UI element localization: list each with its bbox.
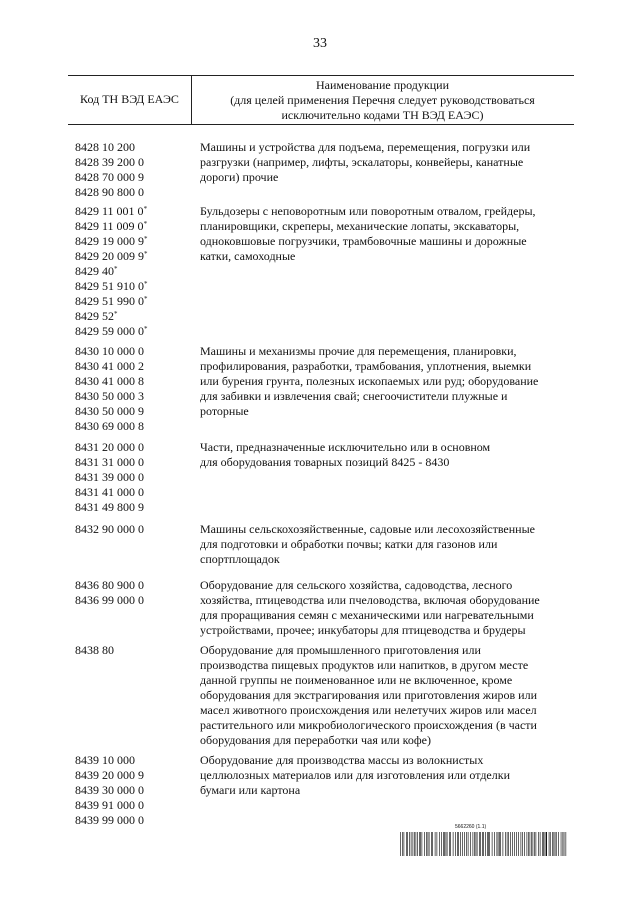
barcode-bar [407,832,408,856]
barcode-bar [435,832,436,856]
code-text: 8430 69 000 8 [75,419,144,433]
code-list [75,344,200,434]
barcode-bar [402,832,403,856]
tn-ved-code [75,455,200,470]
barcode-bar [479,832,480,856]
barcode-bar [462,832,463,856]
barcode-bar [512,832,513,856]
product-description [200,344,580,419]
barcode-bar [400,832,401,856]
description-line: разгрузки (например, лифты, эскалаторы, конвейеры, канатные [200,155,524,169]
description-line: данной группы не поименованное или не включенное, кроме [200,673,513,687]
barcode-bar [446,832,447,856]
barcode-bar [510,832,511,856]
barcode-bar [457,832,458,856]
code-text: 8430 41 000 2 [75,359,144,373]
header-name-line: (для целей применения Перечня следует руководствоваться [230,93,535,107]
tn-ved-code [75,500,200,515]
description-line: или бурения грунта, полезных ископаемых или руд; оборудование [200,374,539,388]
barcode-bar [518,832,519,856]
tn-ved-code [75,359,200,374]
code-text: 8430 10 000 0 [75,344,144,358]
table-header-rule [68,124,574,125]
header-name-line: исключительно кодами ТН ВЭД ЕАЭС) [281,108,484,122]
barcode-label: 5662260 (1.1) [455,824,487,830]
description-line: Оборудование для производства массы из волокнистых [200,753,484,767]
code-text: 8429 52 [75,309,114,323]
barcode-bar [488,832,489,856]
barcode-bar [536,832,537,856]
tn-ved-code [75,234,200,249]
barcode-bar [528,832,529,856]
barcode-bar [450,832,451,856]
code-text: 8431 41 000 0 [75,485,144,499]
code-text: 8429 59 000 0 [75,324,144,338]
code-text: 8439 10 000 [75,753,135,767]
description-line: профилирования, разработки, трамбования, уплотнения, выемки [200,359,532,373]
description-line: Машины сельскохозяйственные, садовые или лесохозяйственные [200,522,535,536]
barcode-bar [437,832,438,856]
barcode-bar [482,832,483,856]
code-text: 8430 50 000 3 [75,389,144,403]
product-description [200,440,580,470]
barcode-bar [521,832,522,856]
barcode-bar [474,832,475,856]
barcode-bar [492,832,493,856]
barcode-bar [514,832,515,856]
table-top-rule [68,75,574,76]
description-line: хозяйства, птицеводства или пчеловодства, включая оборудование [200,593,540,607]
barcode-bar [524,832,525,856]
barcode-bar [497,832,498,856]
tn-ved-code [75,155,200,170]
header-name-line: Наименование продукции [315,78,450,92]
description-line: Оборудование для промышленного приготовления или [200,643,481,657]
code-text: 8432 90 000 0 [75,522,144,536]
footnote-mark: * [143,205,148,213]
barcode-bar [555,832,556,856]
barcode-bar [420,832,421,856]
barcode-bar [531,832,532,856]
tn-ved-code [75,593,200,608]
barcode-bar [426,832,427,856]
barcode-bar [538,832,539,856]
barcode-bar [443,832,444,856]
code-text: 8428 90 800 0 [75,185,144,199]
barcode-bar [542,832,543,856]
product-description [200,643,580,748]
code-text: 8428 39 200 0 [75,155,144,169]
barcode-bar [476,832,477,856]
description-line: устройствами, прочее; инкубаторы для птицеводства и брудеры [200,623,526,637]
tn-ved-code [75,344,200,359]
description-line: для проращивания семян с механическими или нагревательными [200,608,534,622]
description-line: Машины и устройства для подъема, перемещения, погрузки или [200,140,531,154]
tn-ved-code [75,374,200,389]
tn-ved-code [75,813,200,828]
barcode-bar [527,832,528,856]
code-text: 8438 80 [75,643,114,657]
page-number: 33 [313,36,327,51]
product-description [200,140,580,185]
barcode-bar [552,832,553,856]
barcode-bar [564,832,565,856]
header-code-column: Код ТН ВЭД ЕАЭС [80,92,179,106]
tn-ved-code [75,522,200,537]
code-list [75,204,200,339]
barcode-bar [409,832,410,856]
tn-ved-code [75,783,200,798]
product-description [200,522,580,567]
barcode-bar [424,832,425,856]
barcode-bar [431,832,432,856]
barcode-bar [563,832,564,856]
barcode-bar [543,832,544,856]
barcode-bar [534,832,535,856]
barcode-bar [549,832,550,856]
barcode-bar [468,832,469,856]
barcode-bar [546,832,547,856]
barcode-bar [449,832,450,856]
barcode-bar [422,832,423,856]
code-text: 8439 99 000 0 [75,813,144,827]
tn-ved-code [75,204,200,219]
barcode-bar [466,832,467,856]
barcode-bar [516,832,517,856]
description-line: дороги) прочие [200,170,279,184]
code-text: 8428 70 000 9 [75,170,144,184]
tn-ved-code [75,249,200,264]
barcode-bar [470,832,471,856]
barcode-bar [533,832,534,856]
description-line: производства пищевых продуктов или напитков, в другом месте [200,658,529,672]
tn-ved-code [75,643,200,658]
tn-ved-code [75,404,200,419]
tn-ved-code [75,294,200,309]
tn-ved-code [75,264,200,279]
tn-ved-code [75,309,200,324]
barcode-bar [447,832,448,856]
code-list [75,140,200,200]
barcode-bar [550,832,551,856]
code-text: 8429 20 009 9 [75,249,144,263]
barcode-bar [522,832,523,856]
barcode-bar [414,832,415,856]
header-name-column [191,78,574,123]
code-text: 8439 30 000 0 [75,783,144,797]
description-line: Части, предназначенные исключительно или в основном [200,440,491,454]
barcode-bar [429,832,430,856]
barcode-bar [404,832,405,856]
barcode-bar [417,832,418,856]
barcode-bar [464,832,465,856]
tn-ved-code [75,185,200,200]
description-line: Машины и механизмы прочие для перемещения, планировки, [200,344,517,358]
footnote-mark: * [144,295,148,303]
description-line: бумаги или картона [200,783,301,797]
barcode-bar [485,832,486,856]
barcode-bar [411,832,412,856]
barcode-bar [558,832,559,856]
tn-ved-code [75,753,200,768]
barcode-bar [480,832,481,856]
tn-ved-code [75,485,200,500]
description-line: для забивки и извлечения свай; снегоочистители плужные и [200,389,508,403]
description-line: одноковшовые погрузчики, трамбовочные машины и дорожные [200,234,527,248]
code-text: 8429 11 001 0 [75,204,144,218]
barcode-bar [500,832,501,856]
description-line: спортплощадок [200,552,280,566]
code-text: 8429 11 009 0 [75,219,144,233]
code-text: 8428 10 200 [75,140,135,154]
product-description [200,204,580,264]
barcode-bar [530,832,531,856]
description-line: масел животного происхождения или нелетучих жиров или масел [200,703,537,717]
barcode-bar [455,832,456,856]
code-text: 8439 91 000 0 [75,798,144,812]
code-text: 8431 20 000 0 [75,440,144,454]
barcode-bar [498,832,499,856]
barcode-bar [561,832,562,856]
tn-ved-code [75,419,200,434]
barcode-bar [432,832,433,856]
tn-ved-code [75,140,200,155]
tn-ved-code [75,578,200,593]
tn-ved-code [75,170,200,185]
code-text: 8431 31 000 0 [75,455,144,469]
description-line: Оборудование для сельского хозяйства, садоводства, лесного [200,578,513,592]
tn-ved-code [75,470,200,485]
barcode-bar [566,832,567,856]
code-text: 8429 40 [75,264,114,278]
code-text: 8436 80 900 0 [75,578,144,592]
footnote-mark: * [143,220,148,228]
barcode-bar [428,832,429,856]
code-text: 8431 49 800 9 [75,500,144,514]
barcode-bar [508,832,509,856]
description-line: планировщики, скреперы, механические лопаты, экскаваторы, [200,219,520,233]
footnote-mark: * [114,265,118,273]
barcode-bar [460,832,461,856]
barcode-bar [439,832,440,856]
barcode-bar [487,832,488,856]
description-line: для подготовки и обработки почвы; катки для газонов или [200,537,498,551]
code-text: 8439 20 000 9 [75,768,144,782]
tn-ved-code [75,798,200,813]
description-line: Бульдозеры с неповоротным или поворотным отвалом, грейдеры, [200,204,536,218]
barcode-bar [419,832,420,856]
code-text: 8430 50 000 9 [75,404,144,418]
barcode-bar [473,832,474,856]
description-line: для оборудования товарных позиций 8425 - 8430 [200,455,450,469]
barcode-bar [503,832,504,856]
footnote-mark: * [144,280,148,288]
barcode-bar [489,832,490,856]
barcode-bar [554,832,555,856]
barcode-bar [453,832,454,856]
barcode-bar [444,832,445,856]
code-text: 8429 19 000 9 [75,234,144,248]
barcode-bar [441,832,442,856]
barcode-bar [505,832,506,856]
barcode-bar [477,832,478,856]
barcode-bar [545,832,546,856]
tn-ved-code [75,279,200,294]
product-description [200,578,580,638]
tn-ved-code [75,440,200,455]
product-description [200,753,580,798]
description-line: оборудования для экстрагирования или приготовления жиров или [200,688,537,702]
barcode-bar [458,832,459,856]
code-list [75,753,200,828]
footnote-mark: * [144,235,148,243]
description-line: катки, самоходные [200,249,296,263]
description-line: целлюлозных материалов или для изготовления или отделки [200,768,510,782]
barcode-bar [416,832,417,856]
barcode-bar [540,832,541,856]
barcode-image [400,832,568,856]
tn-ved-code [75,324,200,339]
barcode-bar [507,832,508,856]
code-list [75,643,200,658]
barcode-bar [499,832,500,856]
description-line: оборудования для переработки чая или кофе) [200,733,431,747]
code-list [75,578,200,608]
description-line: растительного или микробиологического происхождения (в части [200,718,537,732]
footnote-mark: * [144,325,148,333]
barcode-bar [556,832,557,856]
tn-ved-code [75,768,200,783]
barcode-bar [406,832,407,856]
barcode-bar [413,832,414,856]
code-list [75,522,200,537]
code-text: 8431 39 000 0 [75,470,144,484]
barcode-bar [494,832,495,856]
code-text: 8430 41 000 8 [75,374,144,388]
tn-ved-code [75,389,200,404]
code-text: 8429 51 990 0 [75,294,144,308]
footnote-mark: * [114,310,118,318]
code-list [75,440,200,515]
footnote-mark: * [144,250,148,258]
code-text: 8429 51 910 0 [75,279,144,293]
tn-ved-code [75,219,200,234]
code-text: 8436 99 000 0 [75,593,144,607]
description-line: роторные [200,404,249,418]
barcode-bar [483,832,484,856]
